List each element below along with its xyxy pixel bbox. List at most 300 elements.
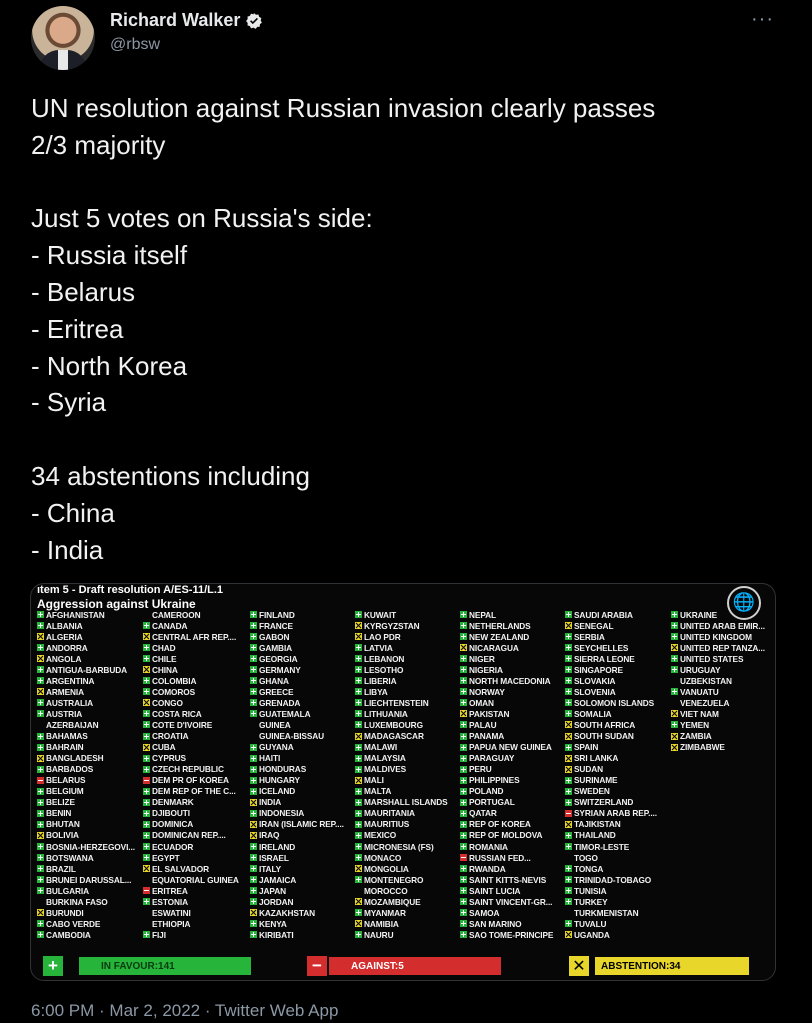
vote-yes-icon	[250, 644, 257, 651]
vote-row	[143, 753, 239, 764]
country-name: ESTONIA	[152, 896, 189, 907]
vote-abstain-icon	[355, 898, 362, 905]
country-name: UNITED STATES	[680, 653, 744, 664]
vote-yes-icon	[355, 799, 362, 806]
vote-abstain-icon	[671, 733, 678, 740]
vote-row	[250, 775, 344, 786]
avatar-shirt	[58, 50, 68, 70]
country-name: NIGER	[469, 653, 495, 664]
vote-row	[37, 742, 135, 753]
vote-yes-icon	[671, 666, 678, 673]
country-name: CYPRUS	[152, 753, 186, 764]
vote-none-icon	[37, 721, 44, 728]
vote-row	[355, 896, 448, 907]
vote-row	[460, 874, 553, 885]
vote-yes-icon	[565, 699, 572, 706]
vote-abstain-icon	[37, 633, 44, 640]
country-name: SEYCHELLES	[574, 642, 629, 653]
vote-abstain-icon	[671, 710, 678, 717]
vote-row	[250, 708, 344, 719]
vote-row	[355, 863, 448, 874]
vote-yes-icon	[250, 666, 257, 673]
country-name: PORTUGAL	[469, 797, 515, 808]
vote-yes-icon	[460, 744, 467, 751]
country-name: JAMAICA	[259, 874, 297, 885]
country-name: ZAMBIA	[680, 731, 712, 742]
vote-row	[460, 885, 553, 896]
country-name: BELARUS	[46, 775, 86, 786]
country-name: MALAWI	[364, 742, 398, 753]
vote-row	[565, 907, 657, 918]
vote-row	[565, 786, 657, 797]
vote-row	[565, 918, 657, 929]
vote-row	[460, 775, 553, 786]
country-name: BARBADOS	[46, 764, 94, 775]
vote-yes-icon	[565, 777, 572, 784]
vote-row	[565, 753, 657, 764]
vote-row	[460, 719, 553, 730]
vote-row	[37, 863, 135, 874]
country-name: MAURITANIA	[364, 808, 415, 819]
vote-row	[250, 642, 344, 653]
country-name: CHILE	[152, 653, 177, 664]
vote-yes-icon	[355, 655, 362, 662]
vote-abstain-icon	[565, 733, 572, 740]
vote-yes-icon	[565, 865, 572, 872]
vote-yes-icon	[37, 699, 44, 706]
author-name[interactable]: Richard Walker	[110, 10, 241, 30]
vote-row	[37, 819, 135, 830]
vote-row	[250, 907, 344, 918]
vote-row	[671, 631, 765, 642]
vote-yes-icon	[565, 887, 572, 894]
vote-yes-icon	[355, 810, 362, 817]
vote-yes-icon	[250, 788, 257, 795]
vote-yes-icon	[565, 710, 572, 717]
country-name: BOTSWANA	[46, 852, 94, 863]
vote-row	[565, 719, 657, 730]
author-handle[interactable]: @rbsw	[110, 36, 161, 53]
vote-row	[671, 719, 765, 730]
country-name: DOMINICA	[152, 819, 194, 830]
country-name: COSTA RICA	[152, 708, 202, 719]
vote-row	[671, 642, 765, 653]
vote-yes-icon	[460, 898, 467, 905]
vote-row	[37, 675, 135, 686]
country-name: LIBERIA	[364, 675, 397, 686]
verified-badge-icon	[245, 12, 263, 30]
country-name: LEBANON	[364, 653, 405, 664]
country-name: SAO TOME-PRINCIPE	[469, 929, 554, 940]
vote-row	[460, 609, 553, 620]
vote-yes-icon	[565, 677, 572, 684]
vote-row	[250, 631, 344, 642]
vote-row	[565, 896, 657, 907]
vote-yes-icon	[250, 766, 257, 773]
country-name: KENYA	[259, 918, 287, 929]
vote-yes-icon	[250, 688, 257, 695]
vote-row	[37, 708, 135, 719]
vote-row	[143, 664, 239, 675]
name-row	[110, 10, 263, 31]
vote-abstain-icon	[565, 931, 572, 938]
country-name: SENEGAL	[574, 620, 614, 631]
vote-yes-icon	[460, 876, 467, 883]
vote-row	[671, 742, 765, 753]
vote-yes-icon	[460, 821, 467, 828]
vote-yes-icon	[460, 810, 467, 817]
vote-row	[143, 686, 239, 697]
country-name: HONDURAS	[259, 764, 307, 775]
vote-row	[355, 764, 448, 775]
country-name: ISRAEL	[259, 852, 289, 863]
vote-row	[37, 797, 135, 808]
vote-row	[143, 631, 239, 642]
vote-row	[355, 918, 448, 929]
vote-row	[355, 653, 448, 664]
vote-abstain-icon	[37, 909, 44, 916]
vote-row	[565, 675, 657, 686]
country-name: LUXEMBOURG	[364, 719, 423, 730]
vote-yes-icon	[37, 666, 44, 673]
vote-yes-icon	[355, 788, 362, 795]
country-name: SAN MARINO	[469, 918, 522, 929]
country-name: REP OF MOLDOVA	[469, 830, 543, 841]
vote-yes-icon	[460, 909, 467, 916]
country-name: DEM REP OF THE C...	[152, 786, 236, 797]
vote-abstain-icon	[143, 699, 150, 706]
country-name: DJIBOUTI	[152, 808, 190, 819]
country-name: FINLAND	[259, 609, 295, 620]
country-name: SIERRA LEONE	[574, 653, 635, 664]
vote-yes-icon	[355, 755, 362, 762]
vote-row	[37, 642, 135, 653]
vote-row	[565, 631, 657, 642]
country-name: SYRIAN ARAB REP....	[574, 808, 657, 819]
country-name: COMOROS	[152, 686, 196, 697]
vote-no-icon	[565, 810, 572, 817]
country-name: PERU	[469, 764, 492, 775]
vote-yes-icon	[565, 832, 572, 839]
vote-row	[250, 620, 344, 631]
against-label: AGAINST:5	[329, 957, 501, 975]
country-name: EQUATORIAL GUINEA	[152, 874, 239, 885]
country-name: CAMEROON	[152, 609, 201, 620]
country-name: ARGENTINA	[46, 675, 95, 686]
vote-row	[460, 808, 553, 819]
vote-none-icon	[37, 898, 44, 905]
country-name: LITHUANIA	[364, 708, 408, 719]
vote-yes-icon	[355, 876, 362, 883]
country-name: UGANDA	[574, 929, 610, 940]
vote-yes-icon	[250, 931, 257, 938]
vote-abstain-icon	[460, 644, 467, 651]
vote-yes-icon	[250, 633, 257, 640]
vote-row	[565, 731, 657, 742]
country-name: POLAND	[469, 786, 504, 797]
vote-row	[250, 753, 344, 764]
vote-yes-icon	[143, 655, 150, 662]
vote-yes-icon	[355, 843, 362, 850]
vote-yes-icon	[143, 931, 150, 938]
country-name: SURINAME	[574, 775, 618, 786]
country-name: REP OF KOREA	[469, 819, 531, 830]
vote-yes-icon	[565, 655, 572, 662]
vote-yes-icon	[37, 931, 44, 938]
country-name: GAMBIA	[259, 642, 293, 653]
vote-column-2	[143, 609, 239, 940]
vote-yes-icon	[565, 843, 572, 850]
vote-row	[37, 764, 135, 775]
vote-row	[250, 808, 344, 819]
vote-abstain-icon	[250, 821, 257, 828]
country-name: SAUDI ARABIA	[574, 609, 633, 620]
vote-row	[250, 742, 344, 753]
country-name: TUNISIA	[574, 885, 607, 896]
vote-row	[671, 664, 765, 675]
country-name: FIJI	[152, 929, 166, 940]
vote-row	[37, 609, 135, 620]
country-name: BAHAMAS	[46, 731, 88, 742]
vote-row	[460, 764, 553, 775]
vote-column-6	[565, 609, 657, 940]
vote-row	[355, 753, 448, 764]
vote-abstain-icon	[355, 920, 362, 927]
country-name: OMAN	[469, 697, 494, 708]
vote-abstain-icon	[355, 865, 362, 872]
vote-yes-icon	[37, 788, 44, 795]
vote-row	[37, 775, 135, 786]
vote-abstain-icon	[37, 688, 44, 695]
vote-row	[460, 708, 553, 719]
vote-yes-icon	[250, 865, 257, 872]
country-name: AFGHANISTAN	[46, 609, 105, 620]
vote-row	[250, 819, 344, 830]
country-name: CENTRAL AFR REP....	[152, 631, 237, 642]
country-name: KAZAKHSTAN	[259, 907, 315, 918]
vote-yes-icon	[460, 777, 467, 784]
vote-yes-icon	[565, 744, 572, 751]
vote-row	[143, 797, 239, 808]
country-name: JAPAN	[259, 885, 287, 896]
country-name: MOROCCO	[364, 885, 408, 896]
tally-in-favour	[43, 956, 251, 976]
tweet-timestamp[interactable]: 6:00 PM · Mar 2, 2022 · Twitter Web App	[31, 1001, 339, 1020]
country-name: YEMEN	[680, 719, 710, 730]
vote-row	[143, 786, 239, 797]
abstention-label: ABSTENTION:34	[595, 957, 749, 975]
vote-row	[671, 609, 765, 620]
vote-yes-icon	[250, 777, 257, 784]
country-name: MICRONESIA (FS)	[364, 841, 434, 852]
vote-row	[565, 885, 657, 896]
country-name: UNITED REP TANZA...	[680, 642, 765, 653]
vote-yes-icon	[250, 854, 257, 861]
vote-yes-icon	[143, 733, 150, 740]
country-name: SAINT LUCIA	[469, 885, 521, 896]
country-name: ARMENIA	[46, 686, 85, 697]
vote-row	[143, 719, 239, 730]
vote-yes-icon	[671, 622, 678, 629]
vote-yes-icon	[143, 677, 150, 684]
vote-row	[355, 929, 448, 940]
vote-yes-icon	[37, 821, 44, 828]
vote-none-icon	[355, 887, 362, 894]
vote-row	[355, 609, 448, 620]
country-name: ROMANIA	[469, 841, 508, 852]
vote-yes-icon	[37, 644, 44, 651]
vote-yes-icon	[355, 821, 362, 828]
author-block	[110, 10, 263, 54]
vote-yes-icon	[250, 898, 257, 905]
country-name: IRAQ	[259, 830, 280, 841]
country-name: KIRIBATI	[259, 929, 294, 940]
vote-row	[37, 841, 135, 852]
country-name: LIECHTENSTEIN	[364, 697, 429, 708]
vote-yes-icon	[250, 755, 257, 762]
vote-no-icon	[143, 777, 150, 784]
vote-yes-icon	[565, 644, 572, 651]
board-title: ıtem 5 - Draft resolution A/ES-11/L.1	[37, 584, 224, 596]
country-name: BANGLADESH	[46, 753, 104, 764]
vote-row	[250, 764, 344, 775]
vote-row	[37, 731, 135, 742]
vote-row	[565, 664, 657, 675]
country-name: INDONESIA	[259, 808, 305, 819]
country-name: PALAU	[469, 719, 497, 730]
more-options-icon[interactable]: ···	[751, 8, 774, 30]
vote-row	[565, 609, 657, 620]
avatar[interactable]	[31, 6, 95, 70]
country-name: UNITED KINGDOM	[680, 631, 752, 642]
country-name: SUDAN	[574, 764, 604, 775]
vote-row	[250, 686, 344, 697]
vote-row	[460, 786, 553, 797]
vote-yes-icon	[250, 611, 257, 618]
vote-row	[37, 852, 135, 863]
country-name: PHILIPPINES	[469, 775, 520, 786]
country-name: GHANA	[259, 675, 289, 686]
tally-abstention	[569, 956, 749, 976]
vote-abstain-icon	[143, 633, 150, 640]
vote-row	[143, 841, 239, 852]
country-name: NORWAY	[469, 686, 505, 697]
country-name: IRAN (ISLAMIC REP....	[259, 819, 344, 830]
vote-row	[355, 686, 448, 697]
vote-yes-icon	[37, 766, 44, 773]
vote-yes-icon	[460, 931, 467, 938]
vote-row	[671, 708, 765, 719]
vote-row	[460, 852, 553, 863]
country-name: CHINA	[152, 664, 178, 675]
vote-row	[143, 896, 239, 907]
vote-row	[37, 896, 135, 907]
country-name: UZBEKISTAN	[680, 675, 732, 686]
country-name: SWITZERLAND	[574, 797, 634, 808]
vote-row	[671, 686, 765, 697]
vote-row	[37, 686, 135, 697]
country-name: GUINEA	[259, 719, 291, 730]
vote-row	[37, 786, 135, 797]
country-name: NAURU	[364, 929, 394, 940]
vote-row	[37, 907, 135, 918]
country-name: QATAR	[469, 808, 497, 819]
vote-row	[565, 708, 657, 719]
country-name: BHUTAN	[46, 819, 80, 830]
country-name: CONGO	[152, 697, 183, 708]
vote-row	[671, 731, 765, 742]
vote-yes-icon	[250, 810, 257, 817]
vote-yes-icon	[143, 622, 150, 629]
vote-row	[355, 731, 448, 742]
vote-yes-icon	[143, 843, 150, 850]
vote-yes-icon	[671, 721, 678, 728]
vote-column-7	[671, 609, 765, 753]
vote-row	[565, 686, 657, 697]
vote-row	[460, 731, 553, 742]
vote-yes-icon	[143, 810, 150, 817]
vote-yes-icon	[250, 744, 257, 751]
vote-row	[37, 653, 135, 664]
vote-row	[460, 675, 553, 686]
tweet-text: UN resolution against Russian invasion clearly passes 2/3 majority Just 5 votes on Russia's side: - Russia itself - Belarus - Eritrea - North Korea - Syria 34 abstentions including - China - India	[31, 93, 656, 565]
country-name: TAJIKISTAN	[574, 819, 621, 830]
vote-row	[460, 907, 553, 918]
vote-row	[460, 929, 553, 940]
country-name: SOUTH SUDAN	[574, 731, 634, 742]
country-name: CHAD	[152, 642, 176, 653]
vote-row	[250, 697, 344, 708]
vote-row	[460, 841, 553, 852]
vote-yes-icon	[37, 733, 44, 740]
country-name: IRELAND	[259, 841, 296, 852]
vote-yes-icon	[460, 832, 467, 839]
vote-row	[355, 874, 448, 885]
vote-row	[250, 918, 344, 929]
country-name: SPAIN	[574, 742, 599, 753]
country-name: VENEZUELA	[680, 697, 730, 708]
vote-yes-icon	[460, 920, 467, 927]
vote-row	[37, 830, 135, 841]
country-name: LAO PDR	[364, 631, 401, 642]
vote-row	[250, 719, 344, 730]
country-name: ITALY	[259, 863, 282, 874]
country-name: JORDAN	[259, 896, 294, 907]
country-name: CAMBODIA	[46, 929, 91, 940]
vote-yes-icon	[355, 710, 362, 717]
country-name: TURKMENISTAN	[574, 907, 639, 918]
vote-yes-icon	[37, 865, 44, 872]
vote-row	[460, 697, 553, 708]
vote-row	[37, 918, 135, 929]
vote-none-icon	[143, 920, 150, 927]
vote-row	[250, 852, 344, 863]
vote-row	[460, 863, 553, 874]
vote-yes-icon	[143, 710, 150, 717]
vote-row	[143, 653, 239, 664]
tweet-media-image[interactable]	[30, 583, 776, 981]
vote-column-3	[250, 609, 344, 940]
country-name: MALTA	[364, 786, 392, 797]
vote-row	[143, 874, 239, 885]
vote-none-icon	[671, 677, 678, 684]
country-name: SLOVENIA	[574, 686, 616, 697]
vote-none-icon	[565, 854, 572, 861]
vote-yes-icon	[460, 865, 467, 872]
vote-row	[565, 863, 657, 874]
vote-row	[355, 642, 448, 653]
country-name: RWANDA	[469, 863, 506, 874]
